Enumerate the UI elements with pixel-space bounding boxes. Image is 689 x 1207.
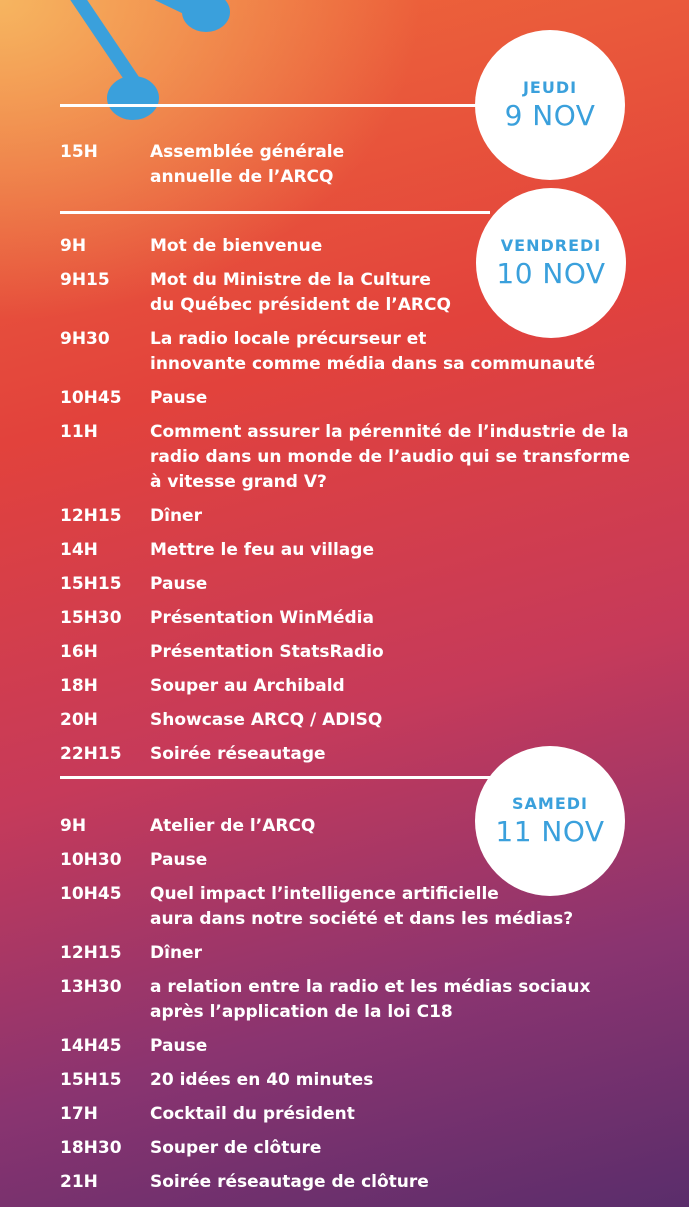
event-row bbox=[60, 140, 660, 190]
event-title: Mot de bienvenue bbox=[150, 236, 323, 256]
event-row bbox=[60, 268, 660, 318]
event-row bbox=[60, 814, 660, 839]
day-divider bbox=[60, 211, 490, 214]
day-date: 9 NOV bbox=[504, 99, 596, 132]
event-time: 9H15 bbox=[60, 270, 110, 290]
event-time: 15H15 bbox=[60, 574, 122, 594]
event-title: Showcase ARCQ / ADISQ bbox=[150, 710, 383, 730]
event-time: 14H bbox=[60, 540, 98, 560]
event-time: 15H15 bbox=[60, 1070, 122, 1090]
event-row bbox=[60, 327, 660, 377]
event-title: Comment assurer la pérennité de l’industrie de la radio dans un monde de l’audio qui se transforme à vitesse grand V? bbox=[150, 422, 631, 492]
event-time: 18H30 bbox=[60, 1138, 122, 1158]
event-title: Pause bbox=[150, 388, 208, 408]
event-time: 21H bbox=[60, 1172, 98, 1192]
event-title: Mot du Ministre de la Culture du Québec président de l’ARCQ bbox=[150, 270, 451, 315]
day-name: SAMEDI bbox=[512, 794, 588, 813]
event-row bbox=[60, 708, 660, 733]
event-title: Soirée réseautage bbox=[150, 744, 326, 764]
event-title: Mettre le feu au village bbox=[150, 540, 374, 560]
event-title: Soirée réseautage de clôture bbox=[150, 1172, 429, 1192]
event-time: 9H30 bbox=[60, 329, 110, 349]
event-title: Pause bbox=[150, 850, 208, 870]
event-time: 15H30 bbox=[60, 608, 122, 628]
event-time: 22H15 bbox=[60, 744, 122, 764]
event-title: Pause bbox=[150, 574, 208, 594]
event-row bbox=[60, 1034, 660, 1059]
event-time: 10H30 bbox=[60, 850, 122, 870]
event-time: 11H bbox=[60, 422, 98, 442]
event-time: 9H bbox=[60, 816, 87, 836]
event-time: 10H45 bbox=[60, 388, 122, 408]
event-title: Cocktail du président bbox=[150, 1104, 355, 1124]
event-title: a relation entre la radio et les médias sociaux après l’application de la loi C18 bbox=[150, 977, 591, 1022]
event-title: Assemblée générale annuelle de l’ARCQ bbox=[150, 142, 345, 187]
event-time: 10H45 bbox=[60, 884, 122, 904]
event-row bbox=[60, 1068, 660, 1093]
event-time: 18H bbox=[60, 676, 98, 696]
event-title: La radio locale précurseur et innovante comme média dans sa communauté bbox=[150, 329, 596, 374]
event-row bbox=[60, 606, 660, 631]
event-time: 16H bbox=[60, 642, 98, 662]
day-name: VENDREDI bbox=[500, 236, 602, 255]
event-time: 20H bbox=[60, 710, 98, 730]
event-row bbox=[60, 420, 660, 495]
event-row bbox=[60, 1170, 660, 1195]
event-row bbox=[60, 848, 660, 873]
event-title: Dîner bbox=[150, 943, 202, 963]
event-list bbox=[60, 814, 660, 1195]
event-title: Présentation WinMédia bbox=[150, 608, 374, 628]
event-list bbox=[60, 234, 660, 767]
event-row bbox=[60, 1136, 660, 1161]
event-row bbox=[60, 504, 660, 529]
event-row bbox=[60, 640, 660, 665]
day-date: 11 NOV bbox=[495, 815, 605, 848]
event-time: 17H bbox=[60, 1104, 98, 1124]
event-row bbox=[60, 1102, 660, 1127]
event-row bbox=[60, 386, 660, 411]
event-title: Quel impact l’intelligence artificielle aura dans notre société et dans les médias? bbox=[150, 884, 574, 929]
event-title: Dîner bbox=[150, 506, 202, 526]
event-time: 13H30 bbox=[60, 977, 122, 997]
music-note-icon bbox=[0, 0, 240, 130]
day-name: JEUDI bbox=[522, 78, 578, 97]
event-title: Atelier de l’ARCQ bbox=[150, 816, 316, 836]
event-time: 15H bbox=[60, 142, 98, 162]
event-list bbox=[60, 140, 660, 190]
event-row bbox=[60, 882, 660, 932]
event-title: Présentation StatsRadio bbox=[150, 642, 384, 662]
event-row bbox=[60, 941, 660, 966]
event-row bbox=[60, 975, 660, 1025]
event-time: 9H bbox=[60, 236, 87, 256]
event-time: 12H15 bbox=[60, 506, 122, 526]
event-title: Souper de clôture bbox=[150, 1138, 322, 1158]
event-time: 12H15 bbox=[60, 943, 122, 963]
event-row bbox=[60, 572, 660, 597]
event-row bbox=[60, 538, 660, 563]
event-time: 14H45 bbox=[60, 1036, 122, 1056]
event-title: 20 idées en 40 minutes bbox=[150, 1070, 374, 1090]
event-row bbox=[60, 674, 660, 699]
event-title: Pause bbox=[150, 1036, 208, 1056]
event-row bbox=[60, 234, 660, 259]
day-date: 10 NOV bbox=[496, 257, 606, 290]
day-divider bbox=[60, 776, 490, 779]
event-title: Souper au Archibald bbox=[150, 676, 345, 696]
day-divider bbox=[60, 104, 490, 107]
